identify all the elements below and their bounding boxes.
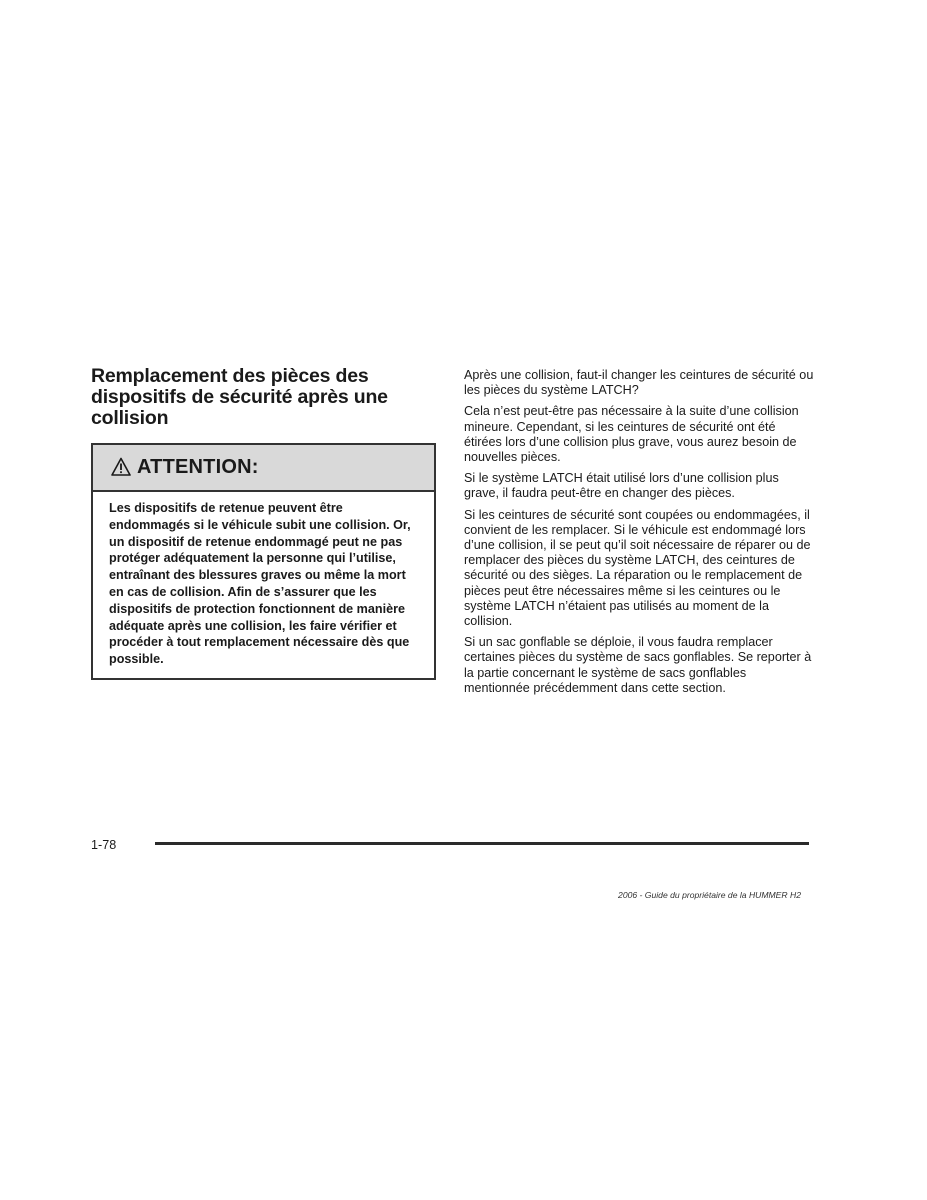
- section-title: Remplacement des pièces des dispositifs de sécurité après une collision: [91, 365, 388, 429]
- attention-body: Les dispositifs de retenue peuvent être endommagés si le véhicule subit une collision. Or, un dispositif de retenue endommagé peut ne pas protéger adéquatement la personne qui l’utilise, entraînant des blessures graves ou même la mort en cas de collision. Afin de s’assurer que les dispositifs de protection fonctionnent de manière adéquate après une collision, les faire vérifier et procéder à tout remplacement nécessaire dès que possible.: [109, 501, 411, 667]
- guide-title: 2006 - Guide du propriétaire de la HUMMER H2: [618, 890, 801, 900]
- paragraph-question: Après une collision, faut-il changer les ceintures de sécurité ou les pièces du système LATCH?: [464, 368, 814, 398]
- paragraph-minor-collision: Cela n’est peut-être pas nécessaire à la suite d’une collision mineure. Cependant, si les ceintures de sécurité ont été étirées lors d’une collision plus grave, vous aurez besoin de nouvelles pièces.: [464, 404, 799, 465]
- attention-title: ATTENTION:: [137, 456, 259, 478]
- page-number: 1-78: [91, 838, 117, 852]
- right-column: [464, 368, 814, 702]
- warning-triangle-icon: [111, 457, 131, 477]
- footer-rule: [155, 842, 809, 845]
- left-column: [91, 366, 436, 680]
- paragraph-damaged-belts: Si les ceintures de sécurité sont coupées ou endommagées, il convient de les remplacer. Si le véhicule est endommagé lors d’une collision, il se peut qu’il soit nécessaire de réparer ou de remplacer des pièces du système LATCH, des ceintures de sécurité ou des sièges. La réparation ou le remplacement de pièces peut être nécessaires même si les ceintures ou le système LATCH n’étaient pas utilisés au moment de la collision.: [464, 507, 811, 629]
- attention-box: [91, 443, 436, 680]
- attention-header: [93, 445, 434, 492]
- paragraph-airbag: Si un sac gonflable se déploie, il vous faudra remplacer certaines pièces du système de sacs gonflables. Se reporter à la partie concernant le système de sacs gonflables mentionnée précédemment dans cette section.: [464, 635, 812, 695]
- paragraph-latch: Si le système LATCH était utilisé lors d’une collision plus grave, il faudra peut-être en changer des pièces.: [464, 471, 779, 501]
